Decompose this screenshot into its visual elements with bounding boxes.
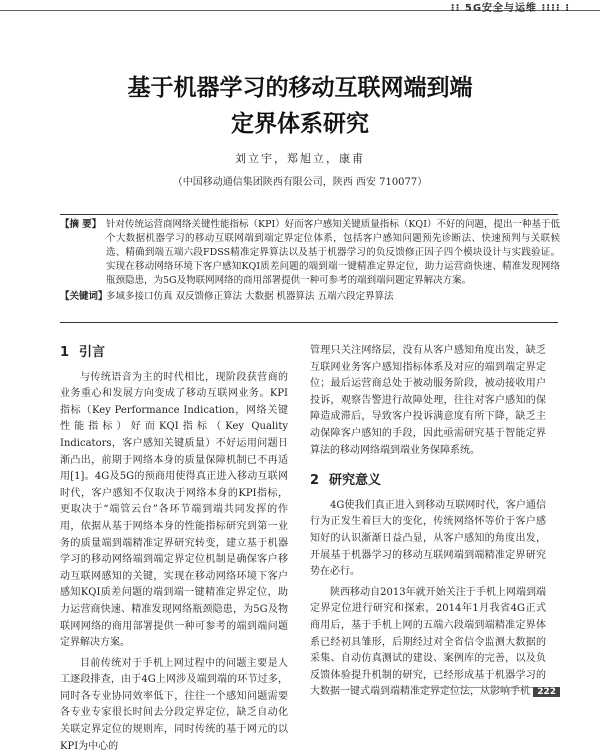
abstract-bottom-rule (60, 322, 558, 323)
continued-paragraph: 管理只关注网络层，没有从客户感知角度出发，缺乏互联网业务客户感知指标体系及对应的端到端定界定位；最后运营商总处于被动服务阶段，被动接收用户投诉，观察告警进行故障处理，往往对客户感知的保障造成滞后，导致客户投诉满意度有所下降，缺乏主动保障客户感知的手段，因此亟需研究基于智能定界算法的移动网络端到端业务保障系统。 (310, 345, 546, 456)
affiliation: （中国移动通信集团陕西有限公司，陕西 西安 710077） (172, 177, 428, 188)
abstract-label: 【摘 要】 (60, 219, 102, 230)
abstract-box (60, 218, 560, 304)
abstract-top-rule (60, 214, 558, 215)
journal-section-tag: ⁝⁝ 5G安全与运维 ⁝⁝⁝⁝ ⁝ (450, 3, 570, 14)
section-heading-significance (310, 473, 546, 490)
left-column (60, 343, 288, 755)
paper-title (0, 70, 600, 142)
section-title: 引言 (79, 345, 106, 360)
section-heading-intro (60, 345, 288, 362)
significance-paragraph: 陕西移动自2013年就开始关注于手机上网端到端定界定位进行研究和探索，2014年1月我省4G正式商用后，基于手机上网的五端六段端到端精准定界体系已经初具雏形，后期经过对全省信令监测大数据的采集、自动仿真测试的建设、案例库的完善，以及负反馈体验提升机制的研究，已经形成基于机器学习的大数据一键式端到端精准定界定位法，从影响手机 (310, 586, 546, 698)
abstract-row (60, 218, 560, 288)
authors: 刘立宇，郑旭立，康甫 (235, 152, 365, 165)
keywords-row (60, 290, 560, 304)
intro-paragraph: 目前传统对于手机上网过程中的问题主要是人工逐段排查，由于4G上网涉及端到端的环节过多，同时各专业协同效率低下，往往一个感知问题需要各专业专家很长时间去分段定界定位，缺乏自动化关联定界定位的规则库，同时传统的基于网元的以KPI为中心的 (60, 657, 288, 752)
abstract-text: 针对传统运营商网络关键性能指标（KPI）好而客户感知关键质量指标（KQI）不好的问题，提出一种基于低个大数据机器学习的移动互联网端到端定界定位体系，包括客户感知问题预先诊断法、快速预判与关联候选、精确到端五端六段FDSS精准定界算法以及基于机器学习的负反馈修正因子四个模块设计与实践验证。实现在移动网络环境下客户感知KQI质差问题的端到端一键精准定界定位，助力运营商快速、精准发现网络瓶颈隐患，为5G及物联网网络的商用部署提供一种可参考的端到端问题定界解决方案。 (106, 219, 560, 286)
section-number: 2 (310, 473, 320, 489)
right-column (310, 343, 546, 701)
page-number: 222 (533, 687, 560, 697)
section-number: 1 (60, 345, 70, 360)
section-title: 研究意义 (329, 473, 382, 489)
keywords-label: 【关键词】 (60, 291, 108, 302)
intro-paragraph: 与传统语音为主的时代相比，现阶段获营商的业务重心和发展方向变成了移动互联网业务。KPI指标（Key Performance Indication，网络关键性能指标）好而KQI指标（Key Quality Indicators，客户感知关键质量）不好运用问题日渐凸出，前期于网络本身的质量保障机制已不再适用[1]。4G及5G的预商用使得真正进入移动互联网时代，客户感知不仅取决于网络本身的KPI指标，更取决于“端管云台”各环节端到端共同发挥的作用，依据从基于网络本身的性能指标研究到第一业务的质量端到端精准定界研究转变，建立基于机器学习的移动网络端到端定界定位机制是确保客户移动互联网感知的关键，实现在移动网络环境下客户感知KQI质差问题的端到端一键精准定界定位，助力运营商快速、精准发现网络瓶颈隐患，为5G及物联网网络的商用部署提供一种可参考的端到端问题定界解决方案。 (60, 371, 288, 649)
keywords-text: 多域多接口仿真 双反馈修正算法 大数据 机器算法 五端六段定界算法 (106, 291, 394, 302)
section-name: 5G安全与运维 (464, 3, 538, 14)
title-line-1: 基于机器学习的移动互联网端到端 (127, 75, 473, 101)
significance-paragraph: 4G使我们真正进入到移动互联网时代，客户通信行为正发生着巨大的变化，传统网络怀等价于客户感知好的认识渐渐日益凸显，从客户感知的角度出发，开展基于机器学习的移动互联网端到端精准定界研究势在必行。 (310, 499, 546, 578)
title-line-2: 定界体系研究 (231, 111, 369, 137)
